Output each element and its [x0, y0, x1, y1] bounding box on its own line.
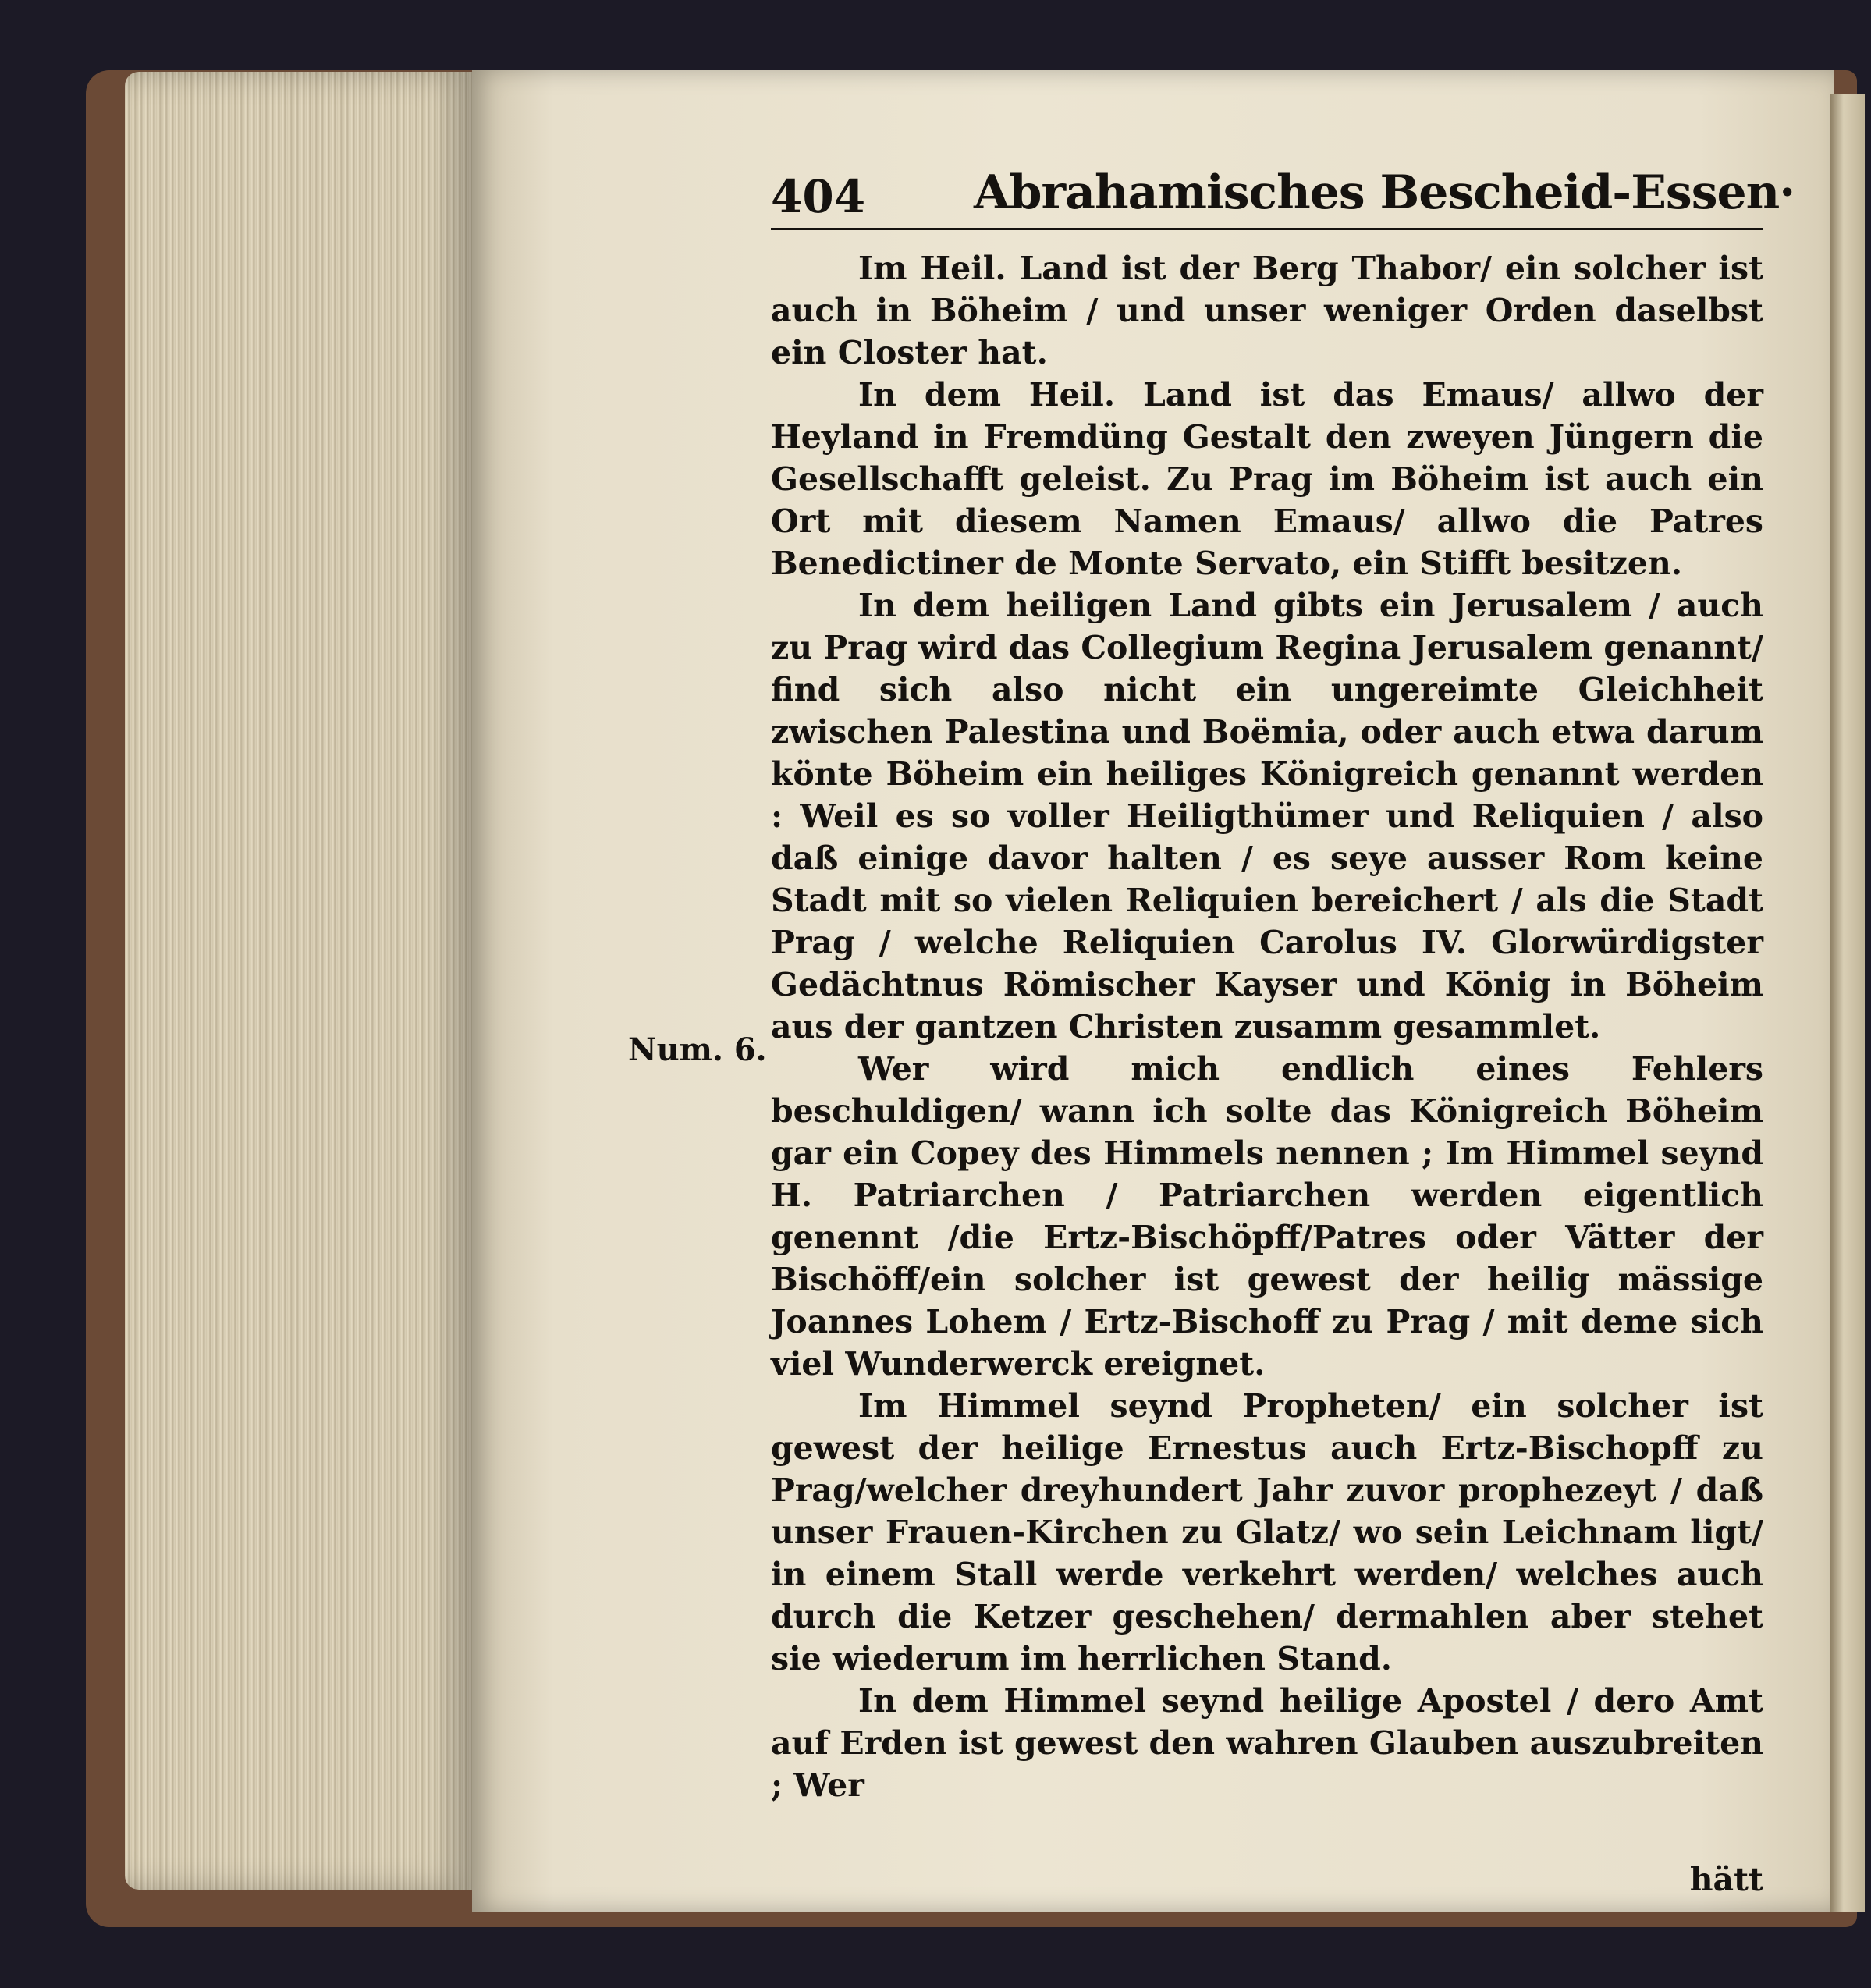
paragraph: In dem Himmel seynd heilige Apostel / dero Amt auf Erden ist gewest den wahren Glauben auszubreiten ; Wer	[771, 1682, 1763, 1804]
page-header: Abrahamisches Bescheid-Essen·	[974, 165, 1795, 220]
margin-note: Num. 6.	[628, 1031, 767, 1068]
paragraph: Wer wird mich endlich eines Fehlers beschuldigen/ wann ich solte das Königreich Böheim gar ein Copey des Himmels nennen ; Im Himmel seynd H. Patriarchen / Patriarchen werden eigentlich genennt /die Ertz-Bischöpff/Patres oder Vätter der Bischöff/ein solcher ist gewest der heilig mässige Joannes Lohem / Ertz-Bischoff zu Prag / mit deme sich viel Wunderwerck ereignet.	[771, 1050, 1763, 1383]
facing-page-edge	[1830, 94, 1865, 1912]
catchword: hätt	[1689, 1861, 1763, 1898]
paragraph: In dem Heil. Land ist das Emaus/ allwo der Heyland in Fremdüng Gestalt den zweyen Jüngern die Gesellschafft geleist. Zu Prag im Böheim ist auch ein Ort mit diesem Namen Emaus/ allwo die Patres Benedictiner de Monte Servato, ein Stifft besitzen.	[771, 376, 1763, 582]
paragraph: Im Himmel seynd Propheten/ ein solcher ist gewest der heilige Ernestus auch Ertz-Bischopff zu Prag/welcher dreyhundert Jahr zuvor prophezeyt / daß unser Frauen-Kirchen zu Glatz/ wo sein Leichnam ligt/ in einem Stall werde verkehrt werden/ welches auch durch die Ketzer geschehen/ dermahlen aber stehet sie wiederum im herrlichen Stand.	[771, 1387, 1763, 1677]
page-content	[771, 164, 1795, 1898]
running-head	[771, 164, 1795, 230]
paragraph: Im Heil. Land ist der Berg Thabor/ ein solcher ist auch in Böheim / und unser weniger Orden daselbst ein Closter hat.	[771, 250, 1763, 371]
page-number: 404	[771, 170, 866, 223]
page-edges	[125, 72, 476, 1890]
paragraph: In dem heiligen Land gibts ein Jerusalem / auch zu Prag wird das Collegium Regina Jerusalem genannt/ find sich also nicht ein ungereimte Gleichheit zwischen Palestina und Boëmia, oder auch etwa darum könte Böheim ein heiliges Königreich genannt werden : Weil es so voller Heiligthümer und Reliquien / also daß einige davor halten / es seye ausser Rom keine Stadt mit so vielen Reliquien bereichert / als die Stadt Prag / welche Reliquien Carolus IV. Glorwürdigster Gedächtnus Römischer Kayser und König in Böheim aus der gantzen Christen zusamm gesammlet.	[771, 587, 1763, 1045]
body-text	[771, 247, 1763, 1806]
